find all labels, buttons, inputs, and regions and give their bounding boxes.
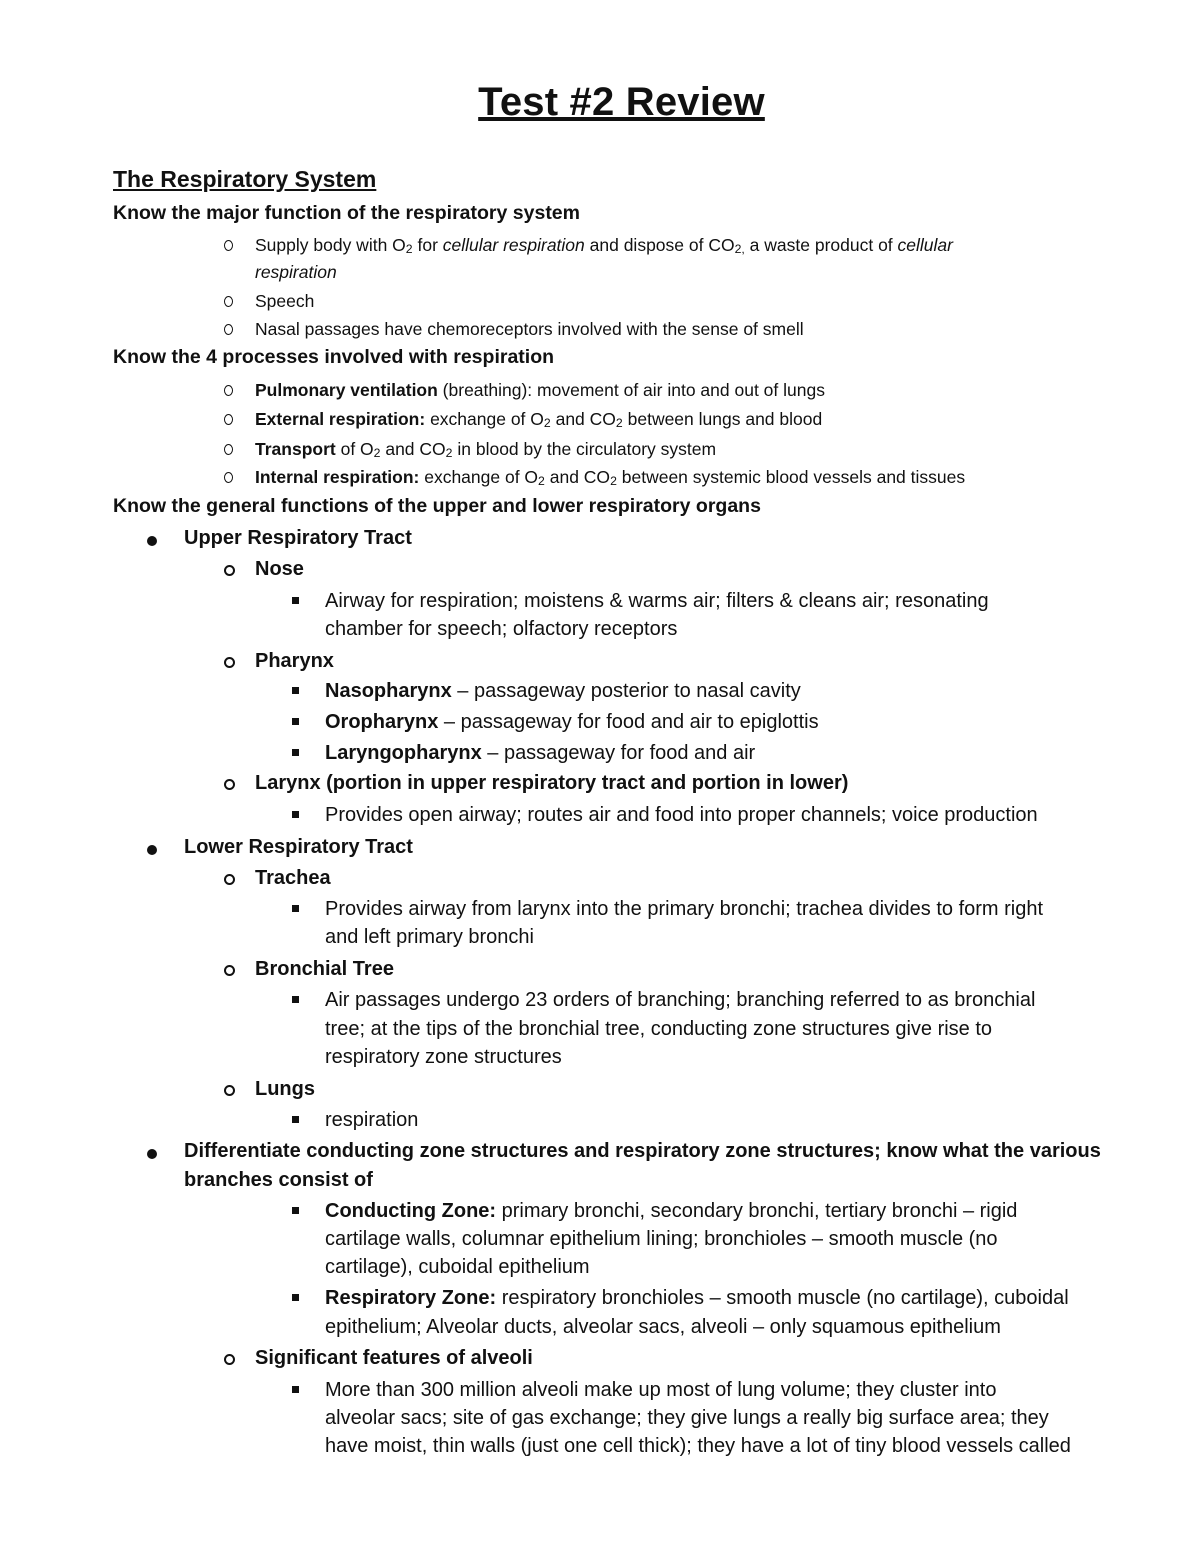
list-item-continuation: cartilage), cuboidal epithelium xyxy=(325,1256,590,1278)
square-bullet-icon xyxy=(292,811,299,818)
list-item-pharynx: Pharynx xyxy=(255,647,334,676)
list-item-trachea: Trachea xyxy=(255,864,331,893)
square-bullet-icon xyxy=(292,597,299,604)
list-item: Laryngopharynx – passageway for food and air xyxy=(325,739,755,768)
list-item-continuation: alveolar sacs; site of gas exchange; they give lungs a really big surface area; they xyxy=(325,1407,1049,1429)
hollow-circle-bullet-icon xyxy=(224,240,233,251)
list-item-continuation: tree; at the tips of the bronchial tree, conducting zone structures give rise to xyxy=(325,1018,993,1040)
list-item: Supply body with $O_2$ for cellular respiration and dispose of $CO_{2,}$ a waste product of cellular xyxy=(255,231,953,259)
list-item-lungs: Lungs xyxy=(255,1075,315,1104)
heading-four-processes: Know the 4 processes involved with respiration xyxy=(113,346,555,368)
hollow-circle-bullet-icon xyxy=(224,296,233,307)
list-item-continuation: branches consist of xyxy=(184,1169,373,1191)
list-item-respiratory-zone: Respiratory Zone: respiratory bronchioles – smooth muscle (no cartilage), cuboidal xyxy=(325,1284,1069,1313)
list-item: External respiration: exchange of $O_2$ and $CO_2$ between lungs and blood xyxy=(255,405,822,433)
section-heading: The Respiratory System xyxy=(113,166,377,192)
square-bullet-icon xyxy=(292,1207,299,1214)
circle-bullet-icon xyxy=(224,1085,235,1096)
list-item-lower-tract: Lower Respiratory Tract xyxy=(184,833,413,862)
hollow-circle-bullet-icon xyxy=(224,385,233,396)
list-item: Nasal passages have chemoreceptors involved with the sense of smell xyxy=(255,315,804,343)
square-bullet-icon xyxy=(292,749,299,756)
list-item-alveoli: Significant features of alveoli xyxy=(255,1344,533,1373)
list-item-conducting-zone: Conducting Zone: primary bronchi, secondary bronchi, tertiary bronchi – rigid xyxy=(325,1197,1017,1226)
list-item-continuation: cartilage walls, columnar epithelium lining; bronchioles – smooth muscle (no xyxy=(325,1228,998,1250)
hollow-circle-bullet-icon xyxy=(224,444,233,455)
square-bullet-icon xyxy=(292,718,299,725)
list-item: Pulmonary ventilation (breathing): movement of air into and out of lungs xyxy=(255,376,825,404)
heading-major-function: Know the major function of the respiratory system xyxy=(113,202,580,224)
disc-bullet-icon xyxy=(147,845,157,855)
list-item: Transport of $O_2$ and $CO_2$ in blood by the circulatory system xyxy=(255,435,716,463)
list-item: Internal respiration: exchange of $O_2$ and $CO_2$ between systemic blood vessels and tissues xyxy=(255,463,965,491)
list-item-differentiate: Differentiate conducting zone structures and respiratory zone structures; know what the various xyxy=(184,1137,1101,1166)
hollow-circle-bullet-icon xyxy=(224,414,233,425)
circle-bullet-icon xyxy=(224,1354,235,1365)
square-bullet-icon xyxy=(292,996,299,1003)
list-item: Air passages undergo 23 orders of branching; branching referred to as bronchial xyxy=(325,986,1035,1015)
list-item-continuation: and left primary bronchi xyxy=(325,926,534,948)
list-item-continuation: respiration xyxy=(255,262,337,282)
list-item: Provides open airway; routes air and food into proper channels; voice production xyxy=(325,801,1038,830)
circle-bullet-icon xyxy=(224,657,235,668)
list-item-continuation: epithelium; Alveolar ducts, alveolar sacs, alveoli – only squamous epithelium xyxy=(325,1316,1001,1338)
list-item: Nasopharynx – passageway posterior to nasal cavity xyxy=(325,677,801,706)
disc-bullet-icon xyxy=(147,536,157,546)
square-bullet-icon xyxy=(292,1116,299,1123)
list-item: Provides airway from larynx into the primary bronchi; trachea divides to form right xyxy=(325,895,1043,924)
circle-bullet-icon xyxy=(224,874,235,885)
circle-bullet-icon xyxy=(224,565,235,576)
circle-bullet-icon xyxy=(224,965,235,976)
square-bullet-icon xyxy=(292,1294,299,1301)
list-item-nose: Nose xyxy=(255,555,304,584)
square-bullet-icon xyxy=(292,1386,299,1393)
list-item-bronchial-tree: Bronchial Tree xyxy=(255,955,394,984)
list-item-continuation: have moist, thin walls (just one cell thick); they have a lot of tiny blood vessels called xyxy=(325,1435,1071,1457)
hollow-circle-bullet-icon xyxy=(224,324,233,335)
square-bullet-icon xyxy=(292,687,299,694)
list-item-continuation: respiratory zone structures xyxy=(325,1046,562,1068)
page-title: Test #2 Review xyxy=(478,80,765,124)
list-item: Oropharynx – passageway for food and air to epiglottis xyxy=(325,708,819,737)
list-item-continuation: chamber for speech; olfactory receptors xyxy=(325,618,678,640)
hollow-circle-bullet-icon xyxy=(224,472,233,483)
list-item-upper-tract: Upper Respiratory Tract xyxy=(184,524,412,553)
disc-bullet-icon xyxy=(147,1149,157,1159)
heading-general-functions: Know the general functions of the upper and lower respiratory organs xyxy=(113,495,761,517)
list-item: Airway for respiration; moistens & warms air; filters & cleans air; resonating xyxy=(325,587,989,616)
list-item-larynx: Larynx (portion in upper respiratory tract and portion in lower) xyxy=(255,769,848,798)
list-item: More than 300 million alveoli make up most of lung volume; they cluster into xyxy=(325,1376,996,1405)
square-bullet-icon xyxy=(292,905,299,912)
list-item: Speech xyxy=(255,287,314,315)
circle-bullet-icon xyxy=(224,779,235,790)
list-item: respiration xyxy=(325,1106,418,1135)
